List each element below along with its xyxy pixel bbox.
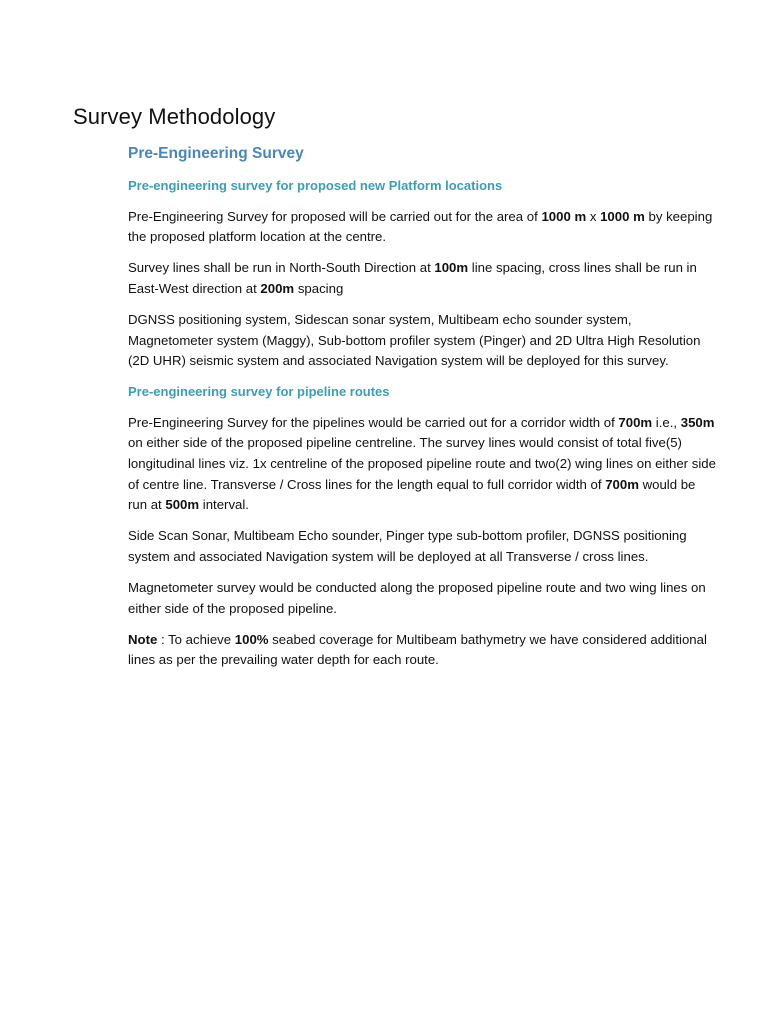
platform-paragraph-2 [128, 258, 718, 299]
text-run: seabed coverage for Multibeam bathymetry we have considered additional lines as per the prevailing water depth for each route. [128, 631, 707, 668]
text-run: : To achieve [157, 631, 235, 647]
bold-value: 100m [434, 260, 469, 276]
text-run: i.e., [652, 414, 681, 430]
text-run: Survey lines shall be run in North-South Direction at [128, 260, 435, 276]
pipeline-paragraph-2: Side Scan Sonar, Multibeam Echo sounder, Pinger type sub-bottom profiler, DGNSS positioning system and associated Navigation system will be deployed at all Transverse / cross lines. [128, 528, 687, 564]
text-run: by keeping the proposed platform location at the centre. [128, 208, 713, 245]
text-run: line spacing, cross lines shall be run in East-West direction at [128, 260, 697, 296]
section-heading: Pre-Engineering Survey [128, 145, 304, 162]
platform-paragraph-1 [128, 207, 718, 248]
bold-value: 200m [260, 280, 295, 296]
text-run: interval. [199, 497, 249, 513]
platform-paragraph-3: DGNSS positioning system, Sidescan sonar system, Multibeam echo sounder system, Magnetometer system (Maggy), Sub-bottom profiler system (Pinger) and 2D Ultra High Resolution (2D UHR) seismic system and associated Navigation system will be deployed for this survey. [128, 311, 701, 369]
document-body [128, 176, 718, 681]
bold-value: 700m [605, 476, 639, 492]
bold-value: 700m [618, 414, 653, 430]
text-run: would be run at [128, 476, 696, 513]
text-run: spacing [294, 280, 344, 296]
page-title: Survey Methodology [73, 104, 276, 129]
bold-value: 1000 m [600, 208, 645, 224]
pipeline-paragraph-3: Magnetometer survey would be conducted along the proposed pipeline route and two wing lines on either side of the proposed pipeline. [128, 580, 706, 616]
bold-value: 350m [680, 414, 715, 430]
note-paragraph [128, 630, 718, 671]
subsection-heading-platform: Pre-engineering survey for proposed new Platform locations [128, 178, 503, 193]
text-run: Pre-Engineering Survey for the pipelines would be carried out for a corridor width of [128, 414, 619, 430]
pipeline-paragraph-1 [128, 413, 718, 516]
text-run: Pre-Engineering Survey for proposed will be carried out for the area of [128, 208, 542, 224]
note-label: Note [128, 631, 158, 647]
text-run: on either side of the proposed pipeline centreline. The survey lines would consist of total five(5) longitudinal lines viz. 1x centreline of the proposed pipeline route and two(2) wing lines on either side of centre line. Transverse / Cross lines for the length equal to full corridor width of [128, 435, 716, 492]
bold-value: 100% [234, 631, 269, 647]
subsection-heading-pipeline: Pre-engineering survey for pipeline routes [128, 384, 390, 400]
text-run: x [586, 208, 601, 224]
bold-value: 500m [165, 497, 200, 513]
bold-value: 1000 m [541, 208, 587, 224]
